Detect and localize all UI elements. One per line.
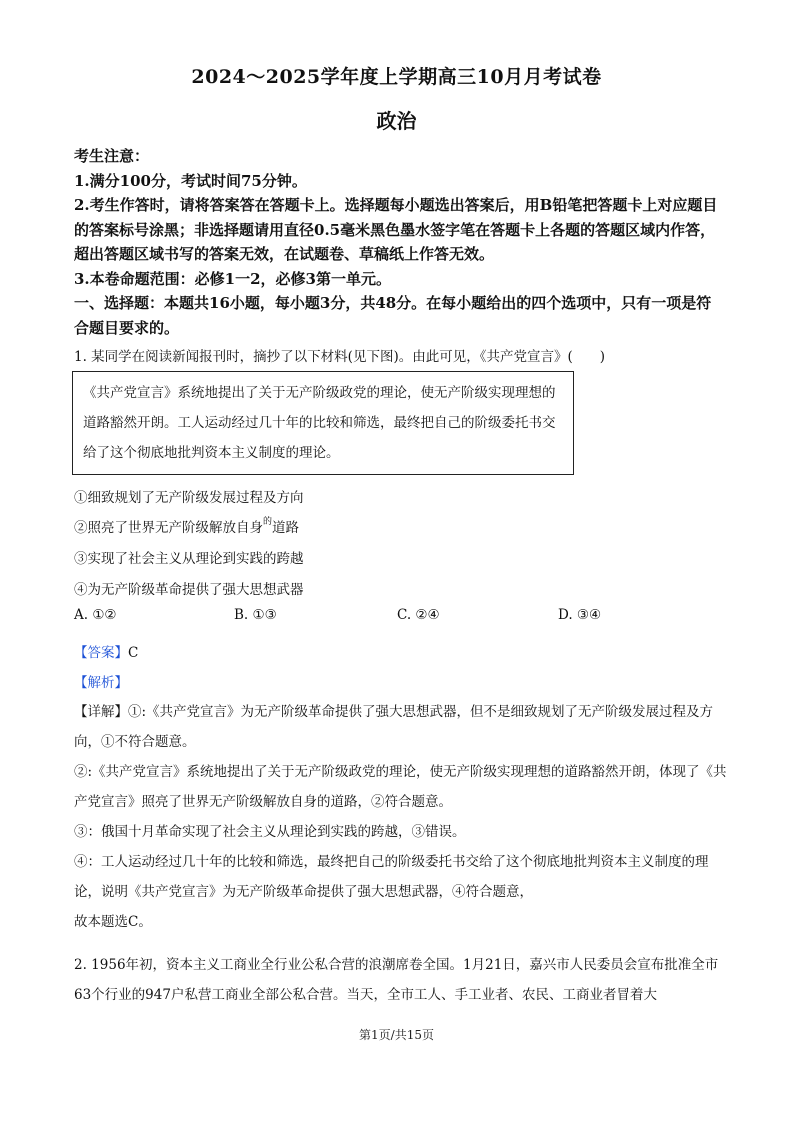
analysis-line (74, 671, 128, 691)
choice-a: A. ①② (74, 607, 117, 623)
analysis-paragraph: ②:《共产党宣言》系统地提出了关于无产阶级政党的理论，使无产阶级实现理想的道路豁然开朗，体现了《共产党宣言》照亮了世界无产阶级解放自身的道路，②符合题意。 (74, 764, 727, 810)
notice-item: 2.考生作答时，请将答案答在答题卡上。选择题每小题选出答案后，用B铅笔把答题卡上对应题目的答案标号涂黑；非选择题请用直径0.5毫米黑色墨水签字笔在答题卡上各题的答题区域内作答，超出答题区域书写的答案无效，在试题卷、草稿纸上作答无效。 (74, 196, 718, 263)
notice-item: 3.本卷命题范围：必修1一2，必修3第一单元。 (74, 269, 391, 288)
analysis-paragraph: 【详解】①:《共产党宣言》为无产阶级革命提供了强大思想武器，但不是细致规划了无产阶级发展过程及方向，①不符合题意。 (74, 704, 714, 750)
page-number: 第1页/共15页 (359, 1028, 434, 1042)
analysis-paragraph: ③：俄国十月革命实现了社会主义从理论到实践的跨越，③错误。 (74, 824, 466, 840)
analysis-paragraph: ④：工人运动经过几十年的比较和筛选，最终把自己的阶级委托书交给了这个彻底地批判资本主义制度的理论，说明《共产党宣言》为无产阶级革命提供了强大思想武器，④符合题意， (74, 854, 709, 900)
notice-item: 1.满分100分，考试时间75分钟。 (74, 171, 307, 190)
candidate-notice (74, 144, 724, 340)
statement-2-sup: 的 (263, 517, 273, 527)
statement-2-tail: 道路 (272, 520, 300, 536)
subject-title: 政治 (376, 109, 417, 133)
question-2-text: 2. 1956年初，资本主义工商业全行业公私合营的浪潮席卷全国。1月21日，嘉兴市人民委员会宣布批准全市63个行业的947户私营工商业全部公私合营。当天，全市工人、手工业者、农民、工商业者冒着大 (74, 957, 719, 1003)
statement-1: ①细致规划了无产阶级发展过程及方向 (74, 490, 304, 506)
choice-c: C. ②④ (397, 607, 440, 623)
answer-tag: 【答案】 (74, 645, 128, 661)
statement-2 (74, 516, 299, 536)
question-1-stem: 1. 某同学在阅读新闻报刊时，摘抄了以下材料(见下图)。由此可见，《共产党宣言》( ) (74, 349, 605, 365)
statement-3: ③实现了社会主义从理论到实践的跨越 (74, 551, 304, 567)
answer-line (74, 641, 138, 661)
notice-heading: 考生注意： (74, 147, 150, 165)
section-instruction: 一、选择题：本题共16小题，每小题3分，共48分。在每小题给出的四个选项中，只有一项是符合题目要求的。 (74, 294, 712, 337)
choice-b: B. ①③ (234, 607, 277, 623)
answer-value: C (128, 645, 139, 661)
statement-2-text: ②照亮了世界无产阶级解放自身 (74, 520, 263, 536)
exam-title: 2024～2025学年度上学期高三10月月考试卷 (191, 66, 602, 88)
analysis-conclusion: 故本题选C。 (74, 914, 152, 930)
statement-4: ④为无产阶级革命提供了强大思想武器 (74, 582, 304, 598)
analysis-tag: 【解析】 (74, 675, 128, 691)
analysis-body (74, 697, 734, 937)
material-box: 《共产党宣言》系统地提出了关于无产阶级政党的理论，使无产阶级实现理想的道路豁然开朗。工人运动经过几十年的比较和筛选，最终把自己的阶级委托书交给了这个彻底地批判资本主义制度的理论。 (72, 371, 574, 475)
choice-d: D. ③④ (558, 607, 602, 623)
question-2-stem (74, 950, 734, 1010)
